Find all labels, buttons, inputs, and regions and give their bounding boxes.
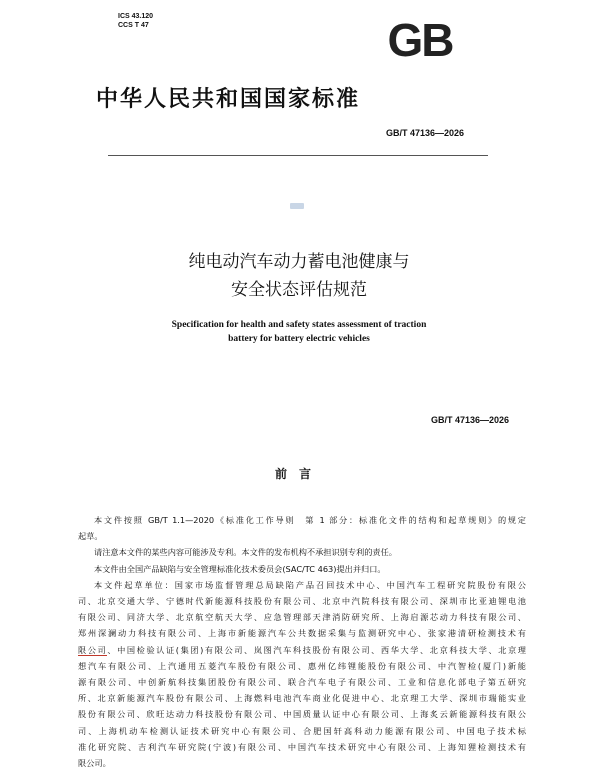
ccs-code: CCS T 47 bbox=[118, 22, 149, 29]
preface-heading: 前言 bbox=[274, 467, 323, 481]
header-divider bbox=[108, 155, 488, 156]
paragraph-4-line-3: 有限公司、同济大学、北京航空航天大学、应急管理部天津消防研究所、上海启源芯动力科技有限公司、 bbox=[78, 612, 526, 623]
paragraph-4-line-9: 股份有限公司、欣旺达动力科技股份有限公司、中国质量认证中心有限公司、上海炙云新能源科技有限公 bbox=[78, 709, 526, 720]
paragraph-4-line-2: 司、北京交通大学、宁德时代新能源科技股份有限公司、北京中汽院科技有限公司、深圳市比亚迪锂电池 bbox=[78, 596, 526, 607]
watermark-stamp bbox=[290, 203, 304, 209]
paragraph-4-line-1: 本文件起草单位：国家市场监督管理总局缺陷产品召回技术中心、中国汽车工程研究院股份有限公 bbox=[94, 579, 526, 590]
preface-body bbox=[78, 512, 526, 771]
paragraph-4-line-12: 限公司。 bbox=[78, 758, 111, 769]
paragraph-2: 请注意本文件的某些内容可能涉及专利。本文件的发布机构不承担识别专利的责任。 bbox=[94, 547, 397, 558]
paragraph-4-line-11: 准化研究院、吉利汽车研究院(宁波)有限公司、中国汽车技术研究中心有限公司、上海知狸检测技术有 bbox=[78, 741, 526, 752]
gb-logo-text: GB bbox=[387, 16, 453, 62]
paragraph-1-line-1: 本文件按照 GB/T 1.1—2020《标准化工作导则 第 1 部分：标准化文件的结构和起草规则》的规定 bbox=[94, 515, 526, 525]
ics-ccs-codes bbox=[118, 12, 153, 30]
paragraph-1-line-2: 起草。 bbox=[78, 531, 103, 542]
paragraph-4-line-6: 想汽车有限公司、上汽通用五菱汽车股份有限公司、惠州亿纬锂能股份有限公司、中汽智检(厦门)新能 bbox=[78, 660, 526, 671]
standard-number-page: GB/T 47136—2026 bbox=[431, 415, 510, 425]
paragraph-4-line-5-rest: 、中国检验认证(集团)有限公司、岚图汽车科技股份有限公司、西华大学、北京科技大学、北京理 bbox=[107, 644, 526, 655]
paragraph-4-line-10: 司、上海机动车检测认证技术研究中心有限公司、合肥国轩高科动力能源有限公司、中国电子技术标 bbox=[78, 725, 526, 736]
national-standard-heading: 中华人民共和国国家标准 bbox=[96, 86, 361, 112]
english-title-line-2: battery for battery electric vehicles bbox=[228, 334, 370, 344]
paragraph-3: 本文件由全国产品缺陷与安全管理标准化技术委员会(SAC/TC 463)提出并归口。 bbox=[94, 563, 386, 574]
paragraph-4-line-7: 源有限公司、中创新航科技集团股份有限公司、联合汽车电子有限公司、工业和信息化部电子第五研究 bbox=[78, 677, 526, 688]
paragraph-4-line-8: 所、北京新能源汽车股份有限公司、上海燃料电池汽车商业化促进中心、北京理工大学、深圳市瑞能实业 bbox=[78, 693, 526, 704]
paragraph-4-line-5 bbox=[78, 642, 526, 658]
chinese-title-line-1: 纯电动汽车动力蓄电池健康与 bbox=[188, 252, 410, 272]
paragraph-4-line-4: 郑州深澜动力科技有限公司、上海市新能源汽车公共数据采集与监测研究中心、张家港清研检测技术有 bbox=[78, 628, 526, 639]
chinese-title-line-2: 安全状态评估规范 bbox=[231, 280, 367, 300]
underlined-text: 限公司 bbox=[78, 644, 108, 655]
gb-logo bbox=[372, 16, 468, 62]
english-title-line-1: Specification for health and safety states assessment of traction bbox=[171, 320, 427, 330]
ics-code: ICS 43.120 bbox=[118, 13, 154, 20]
standard-number-top: GB/T 47136—2026 bbox=[386, 128, 465, 138]
